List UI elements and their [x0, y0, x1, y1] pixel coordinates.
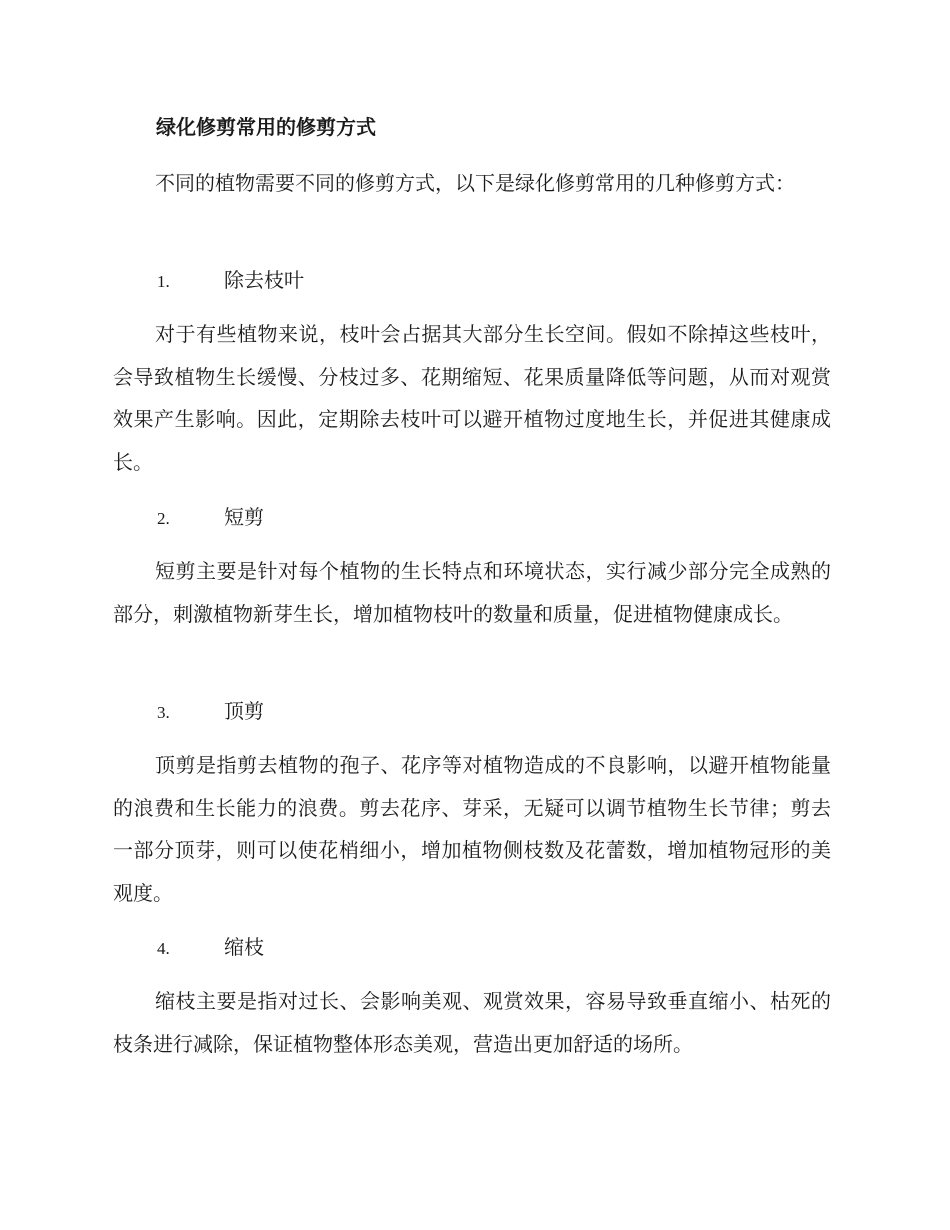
section-body-4: 缩枝主要是指对过长、会影响美观、观赏效果，容易导致垂直缩小、枯死的枝条进行减除，保证植物整体形态美观，营造出更加舒适的场所。: [113, 989, 831, 1056]
section-heading-label: 顶剪: [224, 699, 264, 723]
intro-paragraph: 不同的植物需要不同的修剪方式，以下是绿化修剪常用的几种修剪方式：: [155, 171, 795, 195]
section-heading-1: [157, 265, 304, 295]
section-heading-4: [157, 932, 264, 962]
section-number: 2.: [157, 509, 170, 528]
document-title: 绿化修剪常用的修剪方式: [156, 115, 376, 139]
section-heading-label: 短剪: [224, 505, 264, 529]
section-heading-2: [157, 502, 264, 532]
section-body-3: 顶剪是指剪去植物的孢子、花序等对植物造成的不良影响，以避开植物能量的浪费和生长能力的浪费。剪去花序、芽采，无疑可以调节植物生长节律；剪去一部分顶芽，则可以使花梢细小，增加植物侧枝数及花蕾数，增加植物冠形的美观度。: [113, 753, 831, 905]
section-body-2: 短剪主要是针对每个植物的生长特点和环境状态，实行减少部分完全成熟的部分，刺激植物新芽生长，增加植物枝叶的数量和质量，促进植物健康成长。: [113, 559, 831, 626]
section-number: 3.: [157, 703, 170, 722]
section-number: 4.: [157, 939, 170, 958]
section-number: 1.: [157, 272, 170, 291]
section-heading-label: 除去枝叶: [224, 268, 304, 292]
section-body-1: 对于有些植物来说，枝叶会占据其大部分生长空间。假如不除掉这些枝叶，会导致植物生长缓慢、分枝过多、花期缩短、花果质量降低等问题，从而对观赏效果产生影响。因此，定期除去枝叶可以避开植物过度地生长，并促进其健康成长。: [113, 322, 831, 474]
section-heading-3: [157, 696, 264, 726]
section-heading-label: 缩枝: [224, 935, 264, 959]
